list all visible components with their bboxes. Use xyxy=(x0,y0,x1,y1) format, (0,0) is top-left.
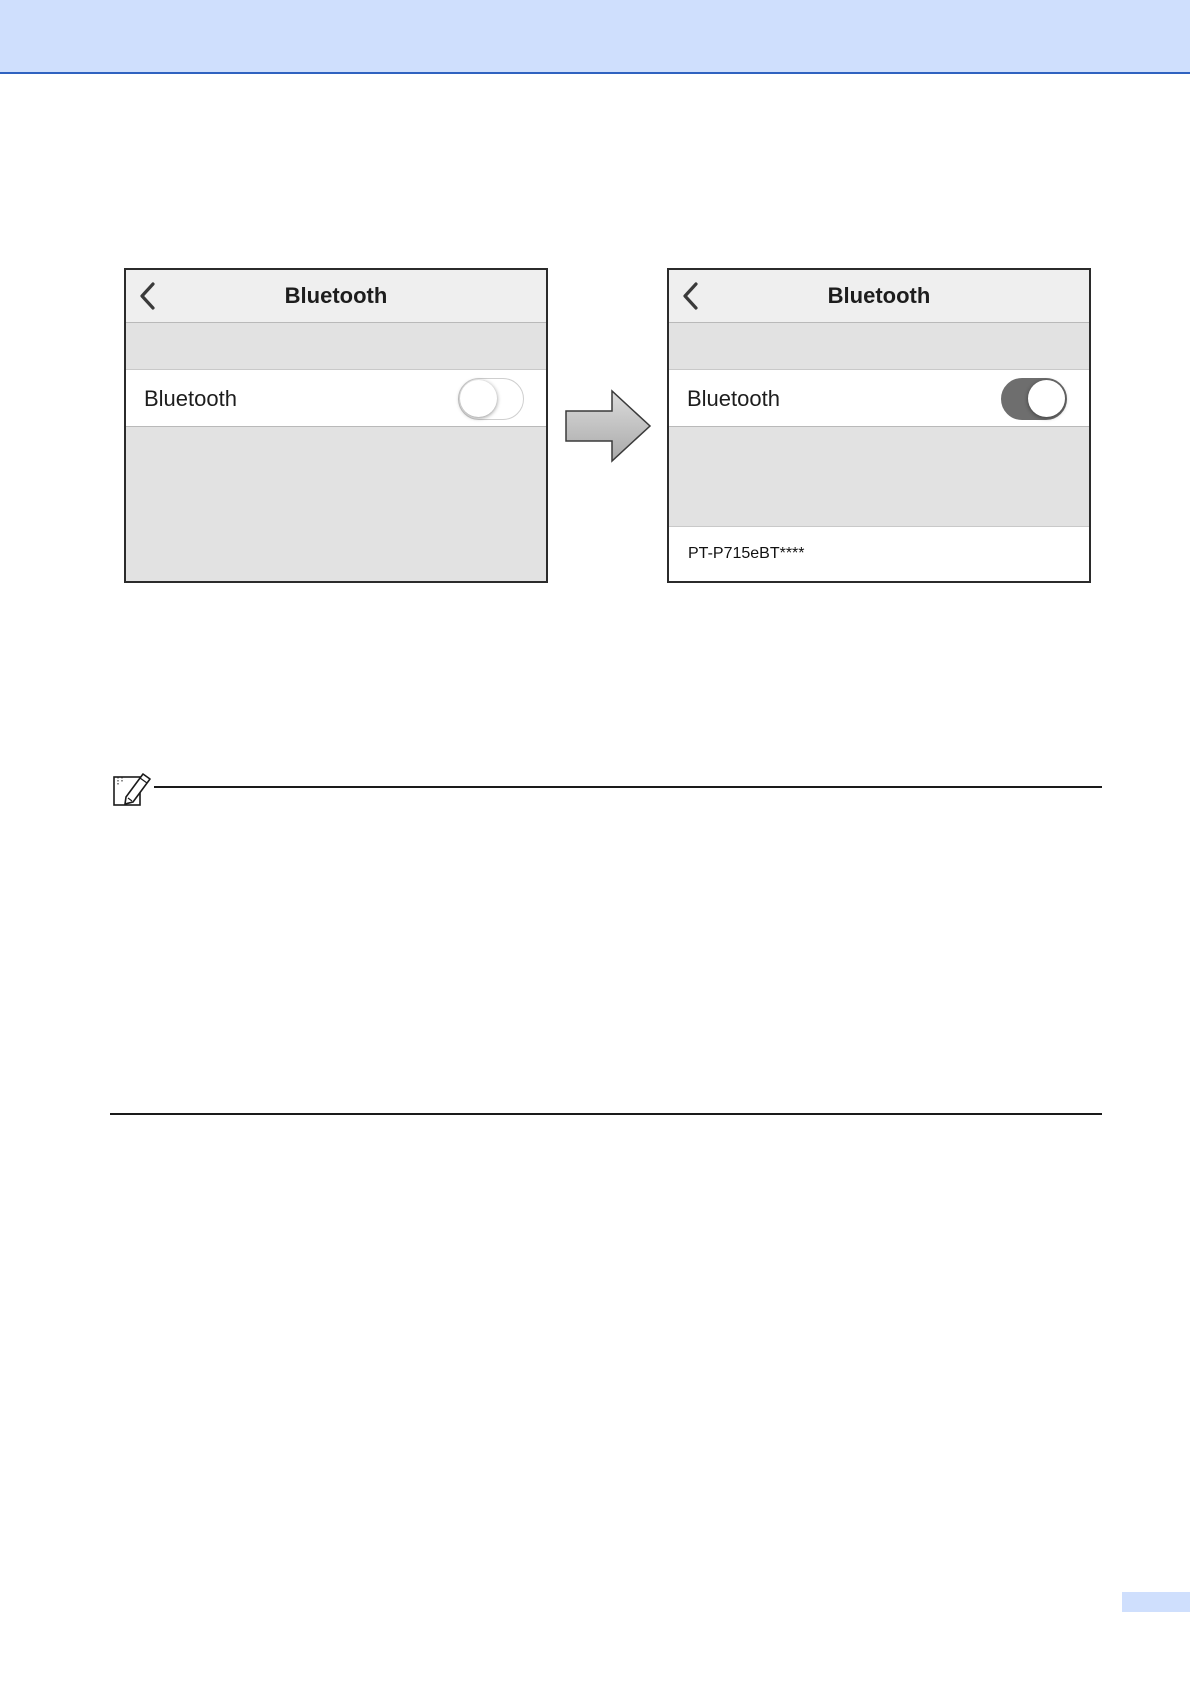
bluetooth-setting-row xyxy=(126,369,546,427)
bluetooth-label: Bluetooth xyxy=(144,386,237,411)
note-pencil-icon xyxy=(112,771,152,807)
bluetooth-toggle[interactable] xyxy=(1001,378,1067,420)
nav-title: Bluetooth xyxy=(284,283,388,308)
page-number-tab xyxy=(1122,1592,1190,1612)
screen-bluetooth-on xyxy=(667,268,1091,583)
toggle-knob xyxy=(460,380,497,417)
bluetooth-label: Bluetooth xyxy=(687,386,780,411)
toggle-knob xyxy=(1028,380,1065,417)
nav-bar xyxy=(126,270,546,323)
nav-bar xyxy=(669,270,1089,323)
nav-title: Bluetooth xyxy=(827,283,931,308)
bluetooth-toggle[interactable] xyxy=(458,378,524,420)
device-list-item[interactable] xyxy=(669,526,1089,583)
note-top-rule xyxy=(154,786,1102,788)
screen-bluetooth-off xyxy=(124,268,548,583)
note-bottom-rule xyxy=(110,1113,1102,1115)
right-arrow-icon xyxy=(564,389,652,463)
device-name: PT-P715eBT**** xyxy=(688,545,805,562)
page-header-band xyxy=(0,0,1190,74)
bluetooth-setting-row xyxy=(669,369,1089,427)
